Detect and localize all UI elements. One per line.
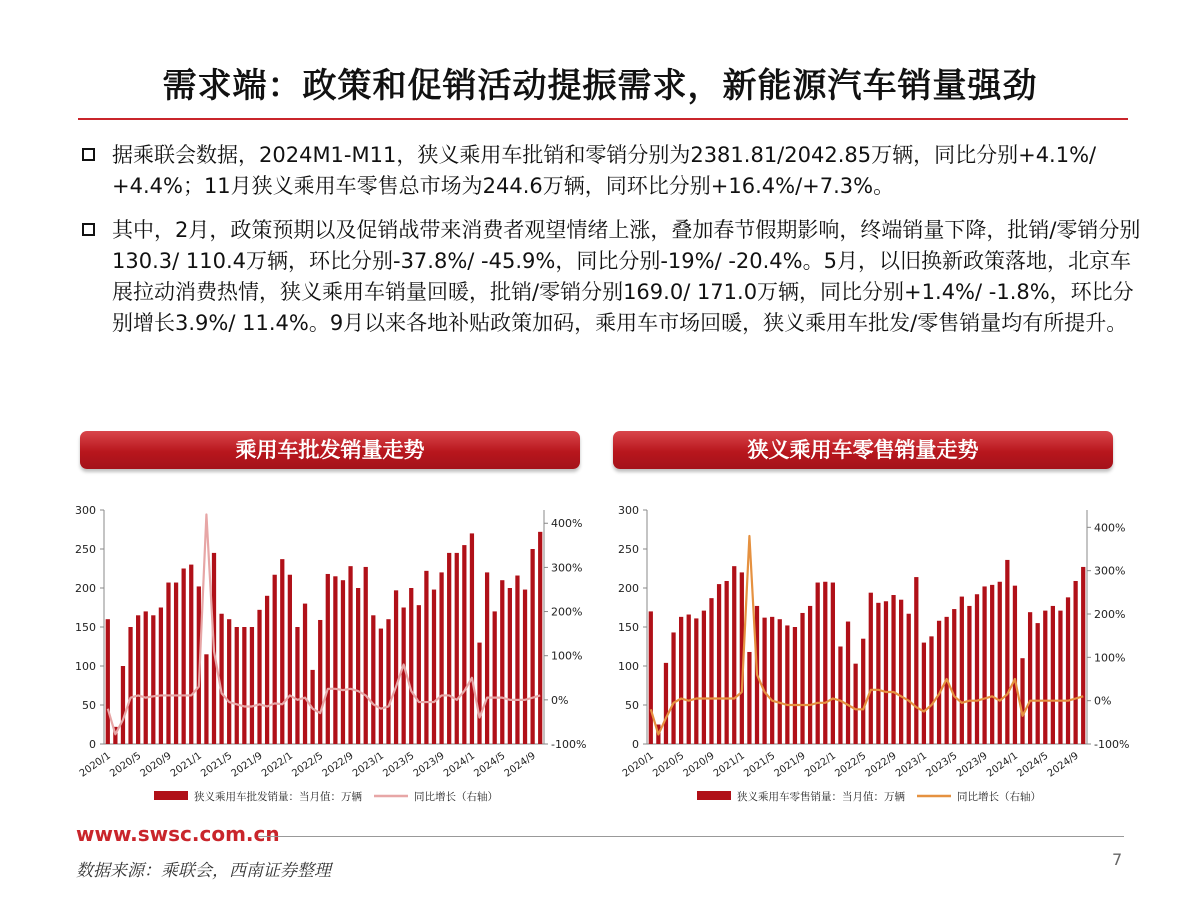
bar	[998, 582, 1002, 744]
bar	[929, 636, 933, 744]
bar	[493, 611, 497, 744]
wholesale-chart-svg	[62, 490, 587, 820]
bullet-square-icon	[82, 148, 95, 161]
y2-tick-label: 400%	[551, 517, 583, 531]
x-tick-label: 2022/5	[290, 750, 326, 780]
bar	[250, 627, 254, 744]
y-tick-label: 300	[618, 504, 639, 517]
y-tick-label: 150	[618, 621, 639, 634]
y2-tick-label: 300%	[551, 561, 583, 575]
bar	[455, 553, 459, 744]
bar	[1058, 611, 1062, 744]
bar	[967, 606, 971, 744]
y2-tick-label: 400%	[1094, 521, 1126, 535]
bar	[808, 606, 812, 744]
bar	[386, 619, 390, 744]
bar	[1005, 560, 1009, 744]
bar	[402, 608, 406, 745]
y2-tick-label: 100%	[551, 649, 583, 663]
y-tick-label: 250	[75, 543, 96, 556]
y2-tick-label: 200%	[551, 605, 583, 619]
x-tick-label: 2024/5	[1015, 750, 1051, 780]
bar	[1028, 612, 1032, 744]
x-tick-label: 2021/1	[711, 750, 747, 780]
bar	[1073, 581, 1077, 744]
x-tick-label: 2023/1	[350, 750, 387, 780]
bar	[831, 583, 835, 744]
y2-tick-label: 100%	[1094, 651, 1126, 665]
bar	[227, 619, 231, 744]
bar	[861, 639, 865, 744]
y-tick-label: 250	[618, 543, 639, 556]
chart-title-wholesale: 乘用车批发销量走势	[80, 431, 580, 469]
x-tick-label: 2023/5	[381, 750, 417, 780]
legend-bar-swatch	[154, 791, 188, 800]
x-tick-label: 2022/1	[802, 750, 839, 780]
y2-tick-label: 0%	[1094, 694, 1112, 708]
bar	[462, 545, 466, 744]
x-tick-label: 2020/9	[681, 750, 717, 780]
bar	[1081, 567, 1085, 744]
bar	[538, 532, 542, 744]
x-tick-label: 2020/9	[138, 750, 174, 780]
bar	[318, 620, 322, 744]
retail-chart	[605, 490, 1130, 820]
bar	[341, 580, 345, 744]
legend-bar-swatch	[697, 791, 731, 800]
bar	[679, 617, 683, 744]
bar	[159, 608, 163, 745]
bar	[747, 652, 751, 744]
bar	[235, 627, 239, 744]
bar	[649, 611, 653, 744]
footer-divider	[258, 836, 1124, 837]
bar	[485, 572, 489, 744]
legend-bar-label: 狭义乘用车零售销量：当月值：万辆	[737, 791, 905, 803]
bar	[846, 622, 850, 744]
x-tick-label: 2020/5	[651, 750, 687, 780]
bar	[189, 565, 193, 744]
bar	[265, 596, 269, 744]
bar	[417, 605, 421, 744]
bar	[952, 609, 956, 744]
x-tick-label: 2020/5	[108, 750, 144, 780]
bar	[144, 611, 148, 744]
bar	[717, 584, 721, 744]
y-tick-label: 200	[618, 582, 639, 595]
y2-tick-label: -100%	[1094, 738, 1130, 751]
x-tick-label: 2022/9	[320, 750, 356, 780]
bar	[907, 614, 911, 744]
y-tick-label: 100	[618, 660, 639, 673]
y2-tick-label: 0%	[551, 693, 569, 707]
yoy-growth-line	[651, 536, 1083, 734]
bar	[975, 594, 979, 744]
x-tick-label: 2020/1	[620, 750, 656, 780]
x-tick-label: 2020/1	[77, 750, 113, 780]
bar	[356, 588, 360, 744]
title-divider	[78, 118, 1128, 120]
bullet-text-1: 据乘联会数据，2024M1-M11，狭义乘用车批销和零销分别为2381.81/2042.85万辆，同比分别+4.1%/ +4.4%；11月狭义乘用车零售总市场为244.6万辆，同环比分别+16.4%/+7.3%。	[112, 143, 1097, 198]
bar	[530, 549, 534, 744]
retail-chart-svg	[605, 490, 1130, 820]
bar	[477, 643, 481, 744]
bar	[523, 590, 527, 744]
bar	[166, 583, 170, 744]
y2-tick-label: 300%	[1094, 564, 1126, 578]
data-source-note: 数据来源：乘联会，西南证券整理	[76, 861, 331, 881]
bar	[694, 618, 698, 744]
bar	[823, 582, 827, 744]
x-tick-label: 2024/9	[502, 750, 538, 780]
legend-line-label: 同比增长（右轴）	[414, 791, 498, 803]
bar	[793, 627, 797, 744]
bar	[1020, 658, 1024, 744]
bar	[1036, 623, 1040, 744]
bar	[409, 588, 413, 744]
bar	[333, 576, 337, 744]
bar	[432, 590, 436, 744]
x-tick-label: 2024/5	[472, 750, 508, 780]
bar	[891, 595, 895, 744]
bar	[174, 583, 178, 744]
bar	[762, 618, 766, 744]
bar	[348, 566, 352, 744]
footer-website[interactable]: www.swsc.com.cn	[76, 822, 280, 846]
bar	[1013, 586, 1017, 744]
bar	[303, 604, 307, 744]
bar	[785, 625, 789, 744]
y2-tick-label: 200%	[1094, 608, 1126, 621]
bullet-point-2	[82, 215, 1142, 339]
bar	[508, 588, 512, 744]
bar	[326, 574, 330, 744]
bar	[960, 597, 964, 744]
bar	[121, 666, 125, 744]
bar	[884, 601, 888, 744]
bar	[364, 567, 368, 744]
bar	[869, 593, 873, 744]
x-tick-label: 2024/1	[984, 750, 1021, 780]
bar	[816, 583, 820, 744]
bar	[702, 611, 706, 744]
bar	[439, 572, 443, 744]
bar	[136, 615, 140, 744]
bar	[922, 643, 926, 744]
legend-line-label: 同比增长（右轴）	[957, 791, 1041, 803]
bar	[447, 553, 451, 744]
x-tick-label: 2023/1	[893, 750, 930, 780]
y2-tick-label: -100%	[551, 738, 587, 751]
y-tick-label: 300	[75, 504, 96, 517]
bar	[1066, 597, 1070, 744]
legend-bar-label: 狭义乘用车批发销量：当月值：万辆	[194, 791, 362, 803]
y-tick-label: 150	[75, 621, 96, 634]
x-tick-label: 2023/5	[924, 750, 960, 780]
bar	[204, 654, 208, 744]
x-tick-label: 2022/9	[863, 750, 899, 780]
bar	[1043, 611, 1047, 744]
bar	[664, 663, 668, 744]
x-tick-label: 2023/9	[954, 750, 990, 780]
y-tick-label: 100	[75, 660, 96, 673]
bar	[470, 533, 474, 744]
bar	[295, 627, 299, 744]
bar	[128, 627, 132, 744]
x-tick-label: 2021/9	[772, 750, 808, 780]
slide-title: 需求端：政策和促销活动提振需求，新能源汽车销量强劲	[162, 66, 1038, 106]
wholesale-chart	[62, 490, 587, 820]
bar	[151, 615, 155, 744]
y-tick-label: 0	[89, 738, 96, 751]
bullet-text-2: 其中，2月，政策预期以及促销战带来消费者观望情绪上涨，叠加春节假期影响，终端销量下降，批销/零销分别130.3/ 110.4万辆，环比分别-37.8%/ -45.9%，同比分别-19%/ -20.4%。5月，以旧换新政策落地，北京车展拉动消费热情，狭义乘用车销量回暖，批销/零销分别169.0/ 171.0万辆，同比分别+1.4%/ -1.8%，环比分别增长3.9%/ 11.4%。9月以来各地补贴政策加码，乘用车市场回暖，狭义乘用车批发/零售销量均有所提升。	[112, 218, 1141, 335]
bar	[182, 569, 186, 745]
bar	[371, 615, 375, 744]
bar	[394, 590, 398, 744]
bar	[778, 619, 782, 744]
x-tick-label: 2021/5	[742, 750, 778, 780]
bar	[937, 621, 941, 744]
bar	[838, 647, 842, 745]
y-tick-label: 50	[625, 699, 639, 712]
x-tick-label: 2024/9	[1045, 750, 1081, 780]
x-tick-label: 2021/1	[168, 750, 204, 780]
bar	[515, 576, 519, 744]
bar	[671, 632, 675, 744]
y-tick-label: 200	[75, 582, 96, 595]
bar	[500, 580, 504, 744]
bar	[424, 571, 428, 744]
bar	[242, 627, 246, 744]
bullet-point-1	[82, 140, 1142, 202]
bar	[914, 577, 918, 744]
bar	[709, 598, 713, 744]
x-tick-label: 2021/5	[199, 750, 235, 780]
bar	[280, 559, 284, 744]
bar	[687, 615, 691, 744]
x-tick-label: 2024/1	[441, 750, 478, 780]
bar	[106, 619, 110, 744]
y-tick-label: 50	[82, 699, 96, 712]
bar	[853, 664, 857, 744]
bar	[257, 610, 261, 744]
bar	[990, 585, 994, 744]
x-tick-label: 2022/1	[259, 750, 296, 780]
x-tick-label: 2023/9	[411, 750, 447, 780]
bar	[725, 581, 729, 744]
bar	[770, 617, 774, 744]
bar	[982, 586, 986, 744]
x-tick-label: 2022/5	[833, 750, 869, 780]
x-tick-label: 2021/9	[229, 750, 265, 780]
bar	[1051, 606, 1055, 744]
yoy-growth-line	[108, 514, 540, 734]
y-tick-label: 0	[632, 738, 639, 751]
chart-title-retail: 狭义乘用车零售销量走势	[613, 431, 1113, 469]
bar	[379, 629, 383, 744]
page-number: 7	[1112, 850, 1123, 869]
bar	[732, 566, 736, 744]
bar	[899, 600, 903, 744]
bar	[288, 575, 292, 744]
bar	[800, 613, 804, 744]
bar	[876, 603, 880, 744]
bullet-square-icon	[82, 223, 95, 236]
bar	[273, 575, 277, 744]
